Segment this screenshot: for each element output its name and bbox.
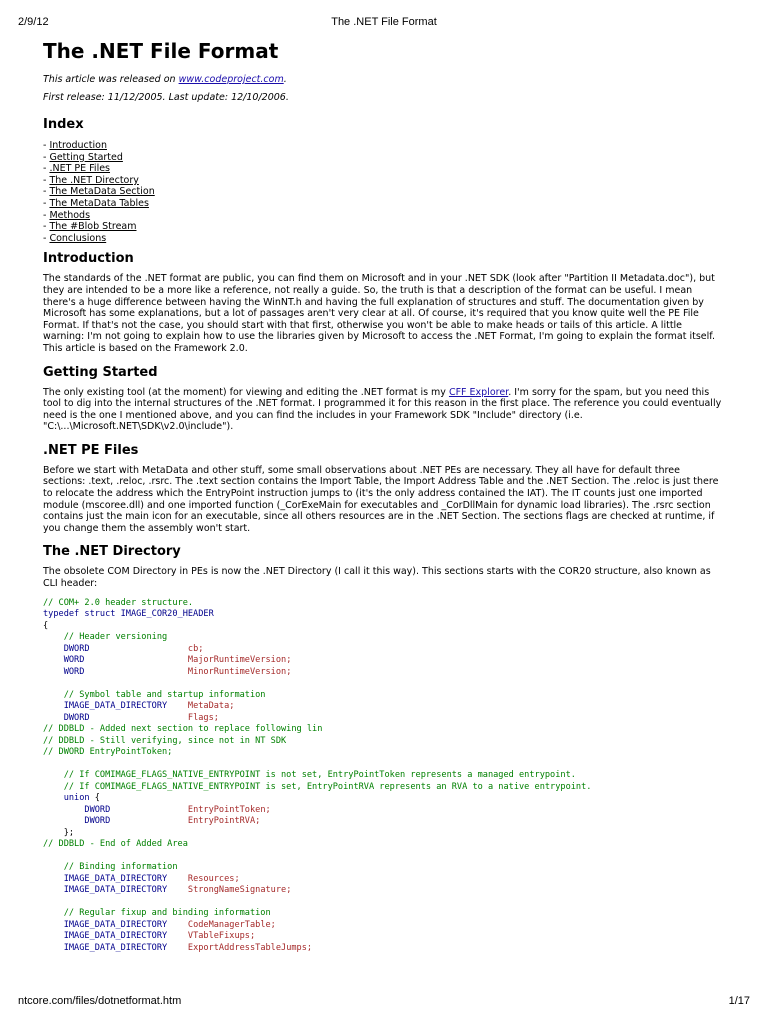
code-text <box>43 805 84 815</box>
code-keyword: DWORD <box>84 804 111 815</box>
code-keyword: IMAGE_DATA_DIRECTORY <box>63 885 168 896</box>
code-member: MajorRuntimeVersion; <box>187 655 292 666</box>
code-text <box>43 874 64 884</box>
code-text <box>43 655 64 665</box>
code-line <box>43 736 723 748</box>
getting-started-heading: Getting Started <box>43 364 158 380</box>
index-link-net-pe-files[interactable]: .NET PE Files <box>49 163 111 175</box>
code-text <box>43 931 64 941</box>
release-prefix: This article was released on <box>43 74 179 85</box>
code-comment: // Header versioning <box>63 632 168 643</box>
code-keyword: DWORD <box>84 816 111 827</box>
code-line <box>43 943 723 955</box>
code-line <box>43 598 723 610</box>
code-member: StrongNameSignature; <box>187 885 292 896</box>
code-keyword: union <box>63 793 90 804</box>
code-comment: // Symbol table and startup information <box>63 689 266 700</box>
code-member: Resources; <box>187 873 240 884</box>
code-line <box>43 644 723 656</box>
code-comment: // If COMIMAGE_FLAGS_NATIVE_ENTRYPOINT is not set, EntryPointToken represents a managed entrypoint. <box>63 770 576 781</box>
code-text <box>43 793 64 803</box>
code-line <box>43 747 723 759</box>
code-member: CodeManagerTable; <box>187 919 276 930</box>
first-release-line: First release: 11/12/2005. Last update: 12/10/2006. <box>43 92 289 103</box>
index-link-conclusions[interactable]: Conclusions <box>49 232 107 244</box>
index-link-getting-started[interactable]: Getting Started <box>49 151 123 163</box>
code-keyword: IMAGE_DATA_DIRECTORY <box>63 701 168 712</box>
code-text <box>84 655 187 665</box>
code-member: VTableFixups; <box>187 931 256 942</box>
index-item: - The MetaData Section <box>43 186 155 198</box>
index-item: - Conclusions <box>43 232 107 244</box>
code-line <box>43 793 723 805</box>
code-comment: // If COMIMAGE_FLAGS_NATIVE_ENTRYPOINT is set, EntryPointRVA represents an RVA to a native entrypoint. <box>63 781 592 792</box>
index-link-metadata-section[interactable]: The MetaData Section <box>49 186 155 198</box>
introduction-heading: Introduction <box>43 251 134 267</box>
code-text <box>43 644 64 654</box>
getting-started-text-after: . I'm sorry for the spam, but you need this tool to dig into the internal structures of the .NET format. I programmed it for this reason in the first place. The reference you could eventually need is the one I mentioned above, and you can find the includes in your Framework SDK "Include" directory (i.e. "C:\...\Microsoft.NET\SDK\v2.0\include"). <box>43 386 722 433</box>
codeproject-link[interactable]: www.codeproject.com <box>178 74 284 85</box>
code-line <box>43 885 723 897</box>
print-footer <box>18 995 750 1009</box>
code-text <box>43 862 64 872</box>
code-line <box>43 908 723 920</box>
code-member: MinorRuntimeVersion; <box>187 666 292 677</box>
code-line <box>43 816 723 828</box>
code-text <box>90 713 188 723</box>
code-comment: // COM+ 2.0 header structure. <box>43 597 194 608</box>
index-item: - .NET PE Files <box>43 163 111 175</box>
code-member: EntryPointToken; <box>187 804 271 815</box>
code-keyword: DWORD <box>63 712 90 723</box>
code-line <box>43 724 723 736</box>
code-comment: // Regular fixup and binding information <box>63 908 271 919</box>
code-line <box>43 632 723 644</box>
code-text: { <box>43 620 49 631</box>
code-text <box>43 713 64 723</box>
code-text <box>43 690 64 700</box>
getting-started-text <box>43 387 723 433</box>
code-line <box>43 713 723 725</box>
code-line <box>43 667 723 679</box>
code-text <box>43 701 64 711</box>
code-member: ExportAddressTableJumps; <box>187 942 313 953</box>
code-keyword: DWORD <box>63 643 90 654</box>
code-comment: // DWORD EntryPointToken; <box>43 747 173 758</box>
code-line <box>43 862 723 874</box>
net-directory-heading: The .NET Directory <box>43 544 181 560</box>
code-keyword: IMAGE_DATA_DIRECTORY <box>63 873 168 884</box>
print-title: The .NET File Format <box>331 16 437 28</box>
index-item: - The #Blob Stream <box>43 221 137 233</box>
page-number: 1/17 <box>728 995 750 1007</box>
code-member: MetaData; <box>187 701 235 712</box>
code-line <box>43 920 723 932</box>
index-item: - The MetaData Tables <box>43 197 149 209</box>
index-link-metadata-tables[interactable]: The MetaData Tables <box>49 197 149 209</box>
code-text <box>167 701 188 711</box>
code-line <box>43 805 723 817</box>
code-line <box>43 621 723 633</box>
code-keyword: IMAGE_DATA_DIRECTORY <box>63 919 168 930</box>
code-line <box>43 770 723 782</box>
index-item: - Getting Started <box>43 151 123 163</box>
code-keyword: WORD <box>63 666 85 677</box>
release-suffix: . <box>283 74 287 85</box>
code-text <box>43 885 64 895</box>
index-item: - Methods <box>43 209 91 221</box>
print-header <box>18 16 750 30</box>
code-comment: // DDBLD - Added next section to replace following lin <box>43 724 323 735</box>
code-line <box>43 678 723 690</box>
code-keyword: IMAGE_DATA_DIRECTORY <box>63 942 168 953</box>
print-date: 2/9/12 <box>18 16 49 28</box>
index-link-introduction[interactable]: Introduction <box>49 140 107 151</box>
code-text <box>167 931 188 941</box>
code-line <box>43 828 723 840</box>
code-member: cb; <box>187 643 204 654</box>
code-line <box>43 874 723 886</box>
code-line <box>43 701 723 713</box>
code-text <box>167 920 188 930</box>
code-text: }; <box>43 827 75 838</box>
index-list <box>43 140 723 244</box>
code-line <box>43 839 723 851</box>
code-text <box>167 874 188 884</box>
code-comment: // DDBLD - Still verifying, since not in NT SDK <box>43 735 287 746</box>
code-text <box>43 632 64 642</box>
code-text <box>43 770 64 780</box>
code-line <box>43 609 723 621</box>
code-line <box>43 782 723 794</box>
code-text <box>84 667 187 677</box>
code-keyword: typedef struct IMAGE_COR20_HEADER <box>43 609 214 620</box>
index-heading: Index <box>43 117 84 132</box>
code-comment: // Binding information <box>63 862 178 873</box>
code-text <box>43 920 64 930</box>
introduction-text: The standards of the .NET format are public, you can find them on Microsoft and in your .NET SDK (look after "Partition II Metadata.doc"), but they are intended to be a more like a reference, not really a guide. So, the truth is that a description of the format can be useful. I mean there's a huge difference between having the WinNT.h and having the full explanation of structures and stuff. The documentation given by Microsoft has some explanations, but a lot of passages aren't very clear at all. Of course, it's required that you know quite well the PE File Format. If that's not the case, you should start with that first, otherwise you won't be able to make heads or tails of this article. A little warning: I'm not going to explain how to use the libraries given by Microsoft to access the .NET Format, I'm going to explain the format itself. This article is based on the Framework 2.0. <box>43 273 715 354</box>
release-line <box>43 74 723 86</box>
article <box>43 38 723 954</box>
code-member: EntryPointRVA; <box>187 816 261 827</box>
index-item: - Introduction <box>43 140 107 151</box>
code-line <box>43 690 723 702</box>
index-link-blob-stream[interactable]: The #Blob Stream <box>49 221 137 233</box>
code-line <box>43 851 723 863</box>
code-text <box>167 885 188 895</box>
pe-files-text: Before we start with MetaData and other stuff, some small observations about .NET PEs are necessary. They all have for default three sections: .text, .reloc, .rsrc. The .text section contains the Import Table, the Import Address Table and the .NET Section. The .reloc is just there to relocate the address which the EntryPoint instruction jumps to (it's the only address contained the IAT). The IT counts just one imported module (mscoree.dll) and one imported function (_CorExeMain for executables and _CorDllMain for dynamic load libraries). The .rsrc section contains just the main icon for an executable, since all others resources are in the .NET Section. The sections flags are checked at runtime, if you change them the assembly won't start. <box>43 464 719 534</box>
getting-started-text-before: The only existing tool (at the moment) for viewing and editing the .NET format is my <box>43 386 449 398</box>
code-text <box>43 943 64 953</box>
pe-files-heading: .NET PE Files <box>43 442 139 458</box>
code-text <box>167 943 188 953</box>
page-url: ntcore.com/files/dotnetformat.htm <box>18 995 182 1007</box>
code-line <box>43 897 723 909</box>
code-text <box>43 782 64 792</box>
net-directory-text: The obsolete COM Directory in PEs is now the .NET Directory (I call it this way). This sections starts with the COR20 structure, also known as CLI header: <box>43 566 711 590</box>
code-line <box>43 931 723 943</box>
cor20-header-code <box>43 598 723 955</box>
index-link-methods[interactable]: Methods <box>49 209 91 221</box>
code-keyword: WORD <box>63 655 85 666</box>
code-text <box>43 908 64 918</box>
code-member: Flags; <box>187 712 219 723</box>
code-line <box>43 655 723 667</box>
code-text <box>43 816 84 826</box>
code-text: { <box>89 793 100 804</box>
code-text <box>110 816 188 826</box>
code-text <box>43 667 64 677</box>
code-line <box>43 759 723 771</box>
code-comment: // DDBLD - End of Added Area <box>43 839 188 850</box>
code-text <box>90 644 188 654</box>
cff-explorer-link[interactable]: CFF Explorer <box>448 386 509 398</box>
page-title: The .NET File Format <box>43 39 279 63</box>
code-text <box>110 805 188 815</box>
index-link-net-directory[interactable]: The .NET Directory <box>49 174 139 186</box>
index-item: - The .NET Directory <box>43 174 139 186</box>
code-keyword: IMAGE_DATA_DIRECTORY <box>63 931 168 942</box>
